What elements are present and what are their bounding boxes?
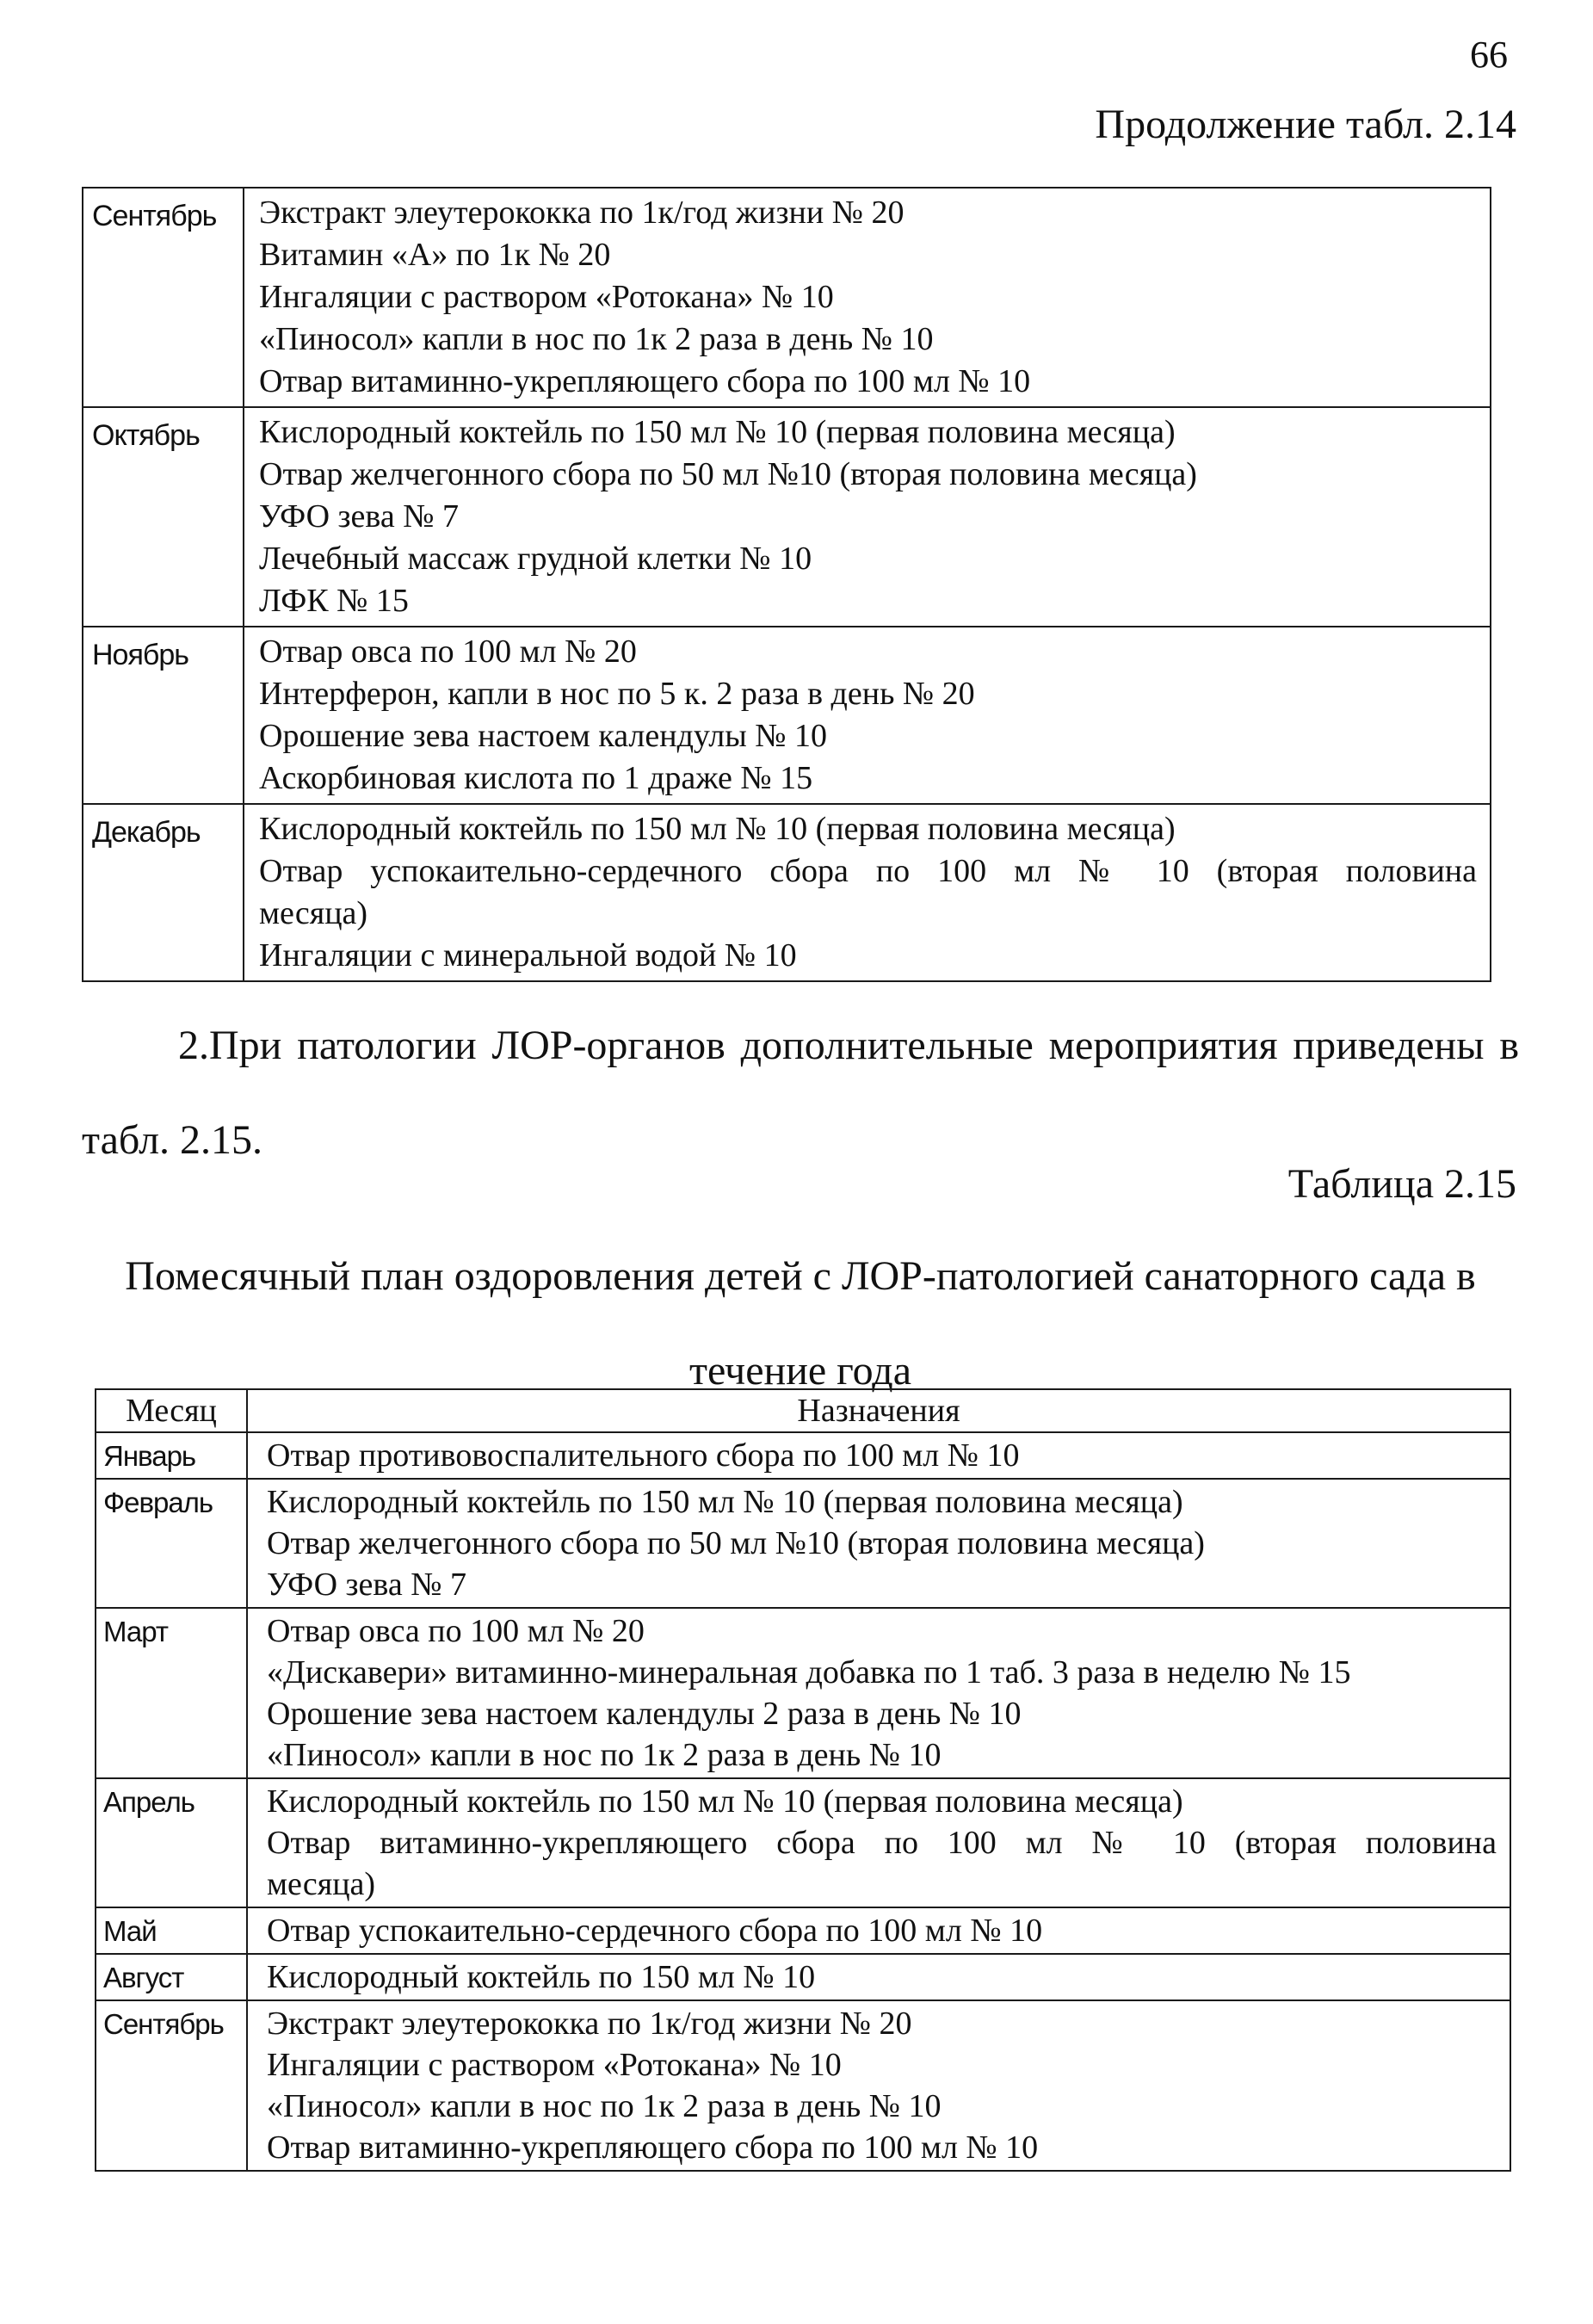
month-cell: Октябрь — [83, 407, 244, 627]
prescriptions-cell — [244, 407, 1491, 627]
prescription-line: Отвар успокаительно-сердечного сбора по 100 мл № 10 (вторая половина — [259, 853, 1477, 889]
prescription-line: месяца) — [267, 1866, 376, 1902]
prescription-line: Отвар овса по 100 мл № 20 — [259, 634, 637, 670]
prescription-line: Орошение зева настоем календулы № 10 — [259, 718, 828, 754]
month-cell: Март — [96, 1608, 247, 1778]
prescription-line: Кислородный коктейль по 150 мл № 10 (первая половина месяца) — [259, 414, 1176, 450]
table-row — [96, 1778, 1510, 1907]
prescription-line: Отвар желчегонного сбора по 50 мл №10 (вторая половина месяца) — [267, 1525, 1205, 1561]
prescription-line: Отвар противовоспалительного сбора по 100 мл № 10 — [267, 1437, 1020, 1474]
month-cell: Май — [96, 1907, 247, 1954]
prescription-line: «Пиносол» капли в нос по 1к 2 раза в день № 10 — [259, 321, 934, 357]
page-number: 66 — [1470, 34, 1508, 76]
prescription-line: Отвар успокаительно-сердечного сбора по 100 мл № 10 — [267, 1913, 1043, 1949]
prescription-line: Ингаляции с раствором «Ротокана» № 10 — [267, 2047, 842, 2083]
month-cell: Август — [96, 1954, 247, 2000]
prescription-line: Отвар витаминно-укрепляющего сбора по 100 мл № 10 — [267, 2129, 1039, 2166]
header-month: Месяц — [96, 1389, 247, 1432]
table-2-15 — [95, 1388, 1511, 2172]
prescriptions-cell — [244, 188, 1491, 407]
table-row — [83, 188, 1491, 407]
prescription-line: Орошение зева настоем календулы 2 раза в день № 10 — [267, 1696, 1022, 1732]
table-row — [96, 1907, 1510, 1954]
prescription-line: Ингаляции с раствором «Ротокана» № 10 — [259, 279, 834, 315]
table-row — [96, 2000, 1510, 2171]
prescription-line: Кислородный коктейль по 150 мл № 10 (первая половина месяца) — [259, 811, 1176, 847]
prescriptions-cell — [247, 1608, 1510, 1778]
table-2-14-continuation — [82, 187, 1491, 982]
prescriptions-cell — [244, 627, 1491, 804]
prescription-line: Аскорбиновая кислота по 1 драже № 15 — [259, 760, 813, 796]
prescription-line: Отвар витаминно-укрепляющего сбора по 100 мл № 10 (вторая половина — [267, 1825, 1497, 1861]
prescription-line: ЛФК № 15 — [259, 583, 409, 619]
prescription-line: УФО зева № 7 — [267, 1567, 466, 1603]
table-row — [96, 1954, 1510, 2000]
prescription-line: «Пиносол» капли в нос по 1к 2 раза в день № 10 — [267, 2088, 942, 2124]
table-row — [96, 1479, 1510, 1608]
month-cell: Январь — [96, 1432, 247, 1479]
table-continuation-caption: Продолжение табл. 2.14 — [1095, 102, 1516, 147]
prescription-line: Кислородный коктейль по 150 мл № 10 (первая половина месяца) — [267, 1783, 1183, 1820]
prescription-line: Витамин «А» по 1к № 20 — [259, 237, 611, 273]
month-cell: Февраль — [96, 1479, 247, 1608]
prescriptions-cell — [247, 1432, 1510, 1479]
paragraph-line-2: табл. 2.15. — [82, 1117, 263, 1163]
table-row — [96, 1608, 1510, 1778]
header-prescriptions: Назначения — [247, 1389, 1510, 1432]
paragraph-line-1: 2.При патологии ЛОР-органов дополнительные мероприятия приведены в — [178, 1023, 1519, 1068]
table-title-line-1: Помесячный план оздоровления детей с ЛОР-патологией санаторного сада в — [125, 1253, 1476, 1299]
table-row — [83, 627, 1491, 804]
prescription-line: УФО зева № 7 — [259, 498, 459, 535]
prescription-line: Лечебный массаж грудной клетки № 10 — [259, 541, 812, 577]
prescriptions-cell — [247, 1778, 1510, 1907]
prescription-line: «Пиносол» капли в нос по 1к 2 раза в день № 10 — [267, 1737, 942, 1773]
prescription-line: Отвар желчегонного сбора по 50 мл №10 (вторая половина месяца) — [259, 456, 1197, 492]
prescription-line: Отвар овса по 100 мл № 20 — [267, 1613, 645, 1649]
prescription-line: Экстракт элеутерококка по 1к/год жизни № 20 — [259, 195, 905, 231]
prescriptions-cell — [247, 2000, 1510, 2171]
table-header-row — [96, 1389, 1510, 1432]
table-row — [83, 804, 1491, 981]
prescriptions-cell — [247, 1479, 1510, 1608]
month-cell: Декабрь — [83, 804, 244, 981]
table-title-line-2: течение года — [688, 1348, 912, 1394]
prescription-line: Ингаляции с минеральной водой № 10 — [259, 937, 797, 973]
prescription-line: месяца) — [259, 895, 368, 931]
month-cell: Сентябрь — [83, 188, 244, 407]
prescription-line: Отвар витаминно-укрепляющего сбора по 100 мл № 10 — [259, 363, 1031, 399]
prescription-line: «Дискавери» витаминно-минеральная добавка по 1 таб. 3 раза в неделю № 15 — [267, 1654, 1351, 1690]
month-cell: Ноябрь — [83, 627, 244, 804]
prescription-line: Экстракт элеутерококка по 1к/год жизни № 20 — [267, 2006, 912, 2042]
month-cell: Сентябрь — [96, 2000, 247, 2171]
table-number: Таблица 2.15 — [1287, 1161, 1516, 1207]
prescriptions-cell — [244, 804, 1491, 981]
prescription-line: Интерферон, капли в нос по 5 к. 2 раза в день № 20 — [259, 676, 975, 712]
prescription-line: Кислородный коктейль по 150 мл № 10 (первая половина месяца) — [267, 1484, 1183, 1520]
month-cell: Апрель — [96, 1778, 247, 1907]
table-row — [96, 1432, 1510, 1479]
table-row — [83, 407, 1491, 627]
prescription-line: Кислородный коктейль по 150 мл № 10 — [267, 1959, 816, 1995]
prescriptions-cell — [247, 1907, 1510, 1954]
prescriptions-cell — [247, 1954, 1510, 2000]
